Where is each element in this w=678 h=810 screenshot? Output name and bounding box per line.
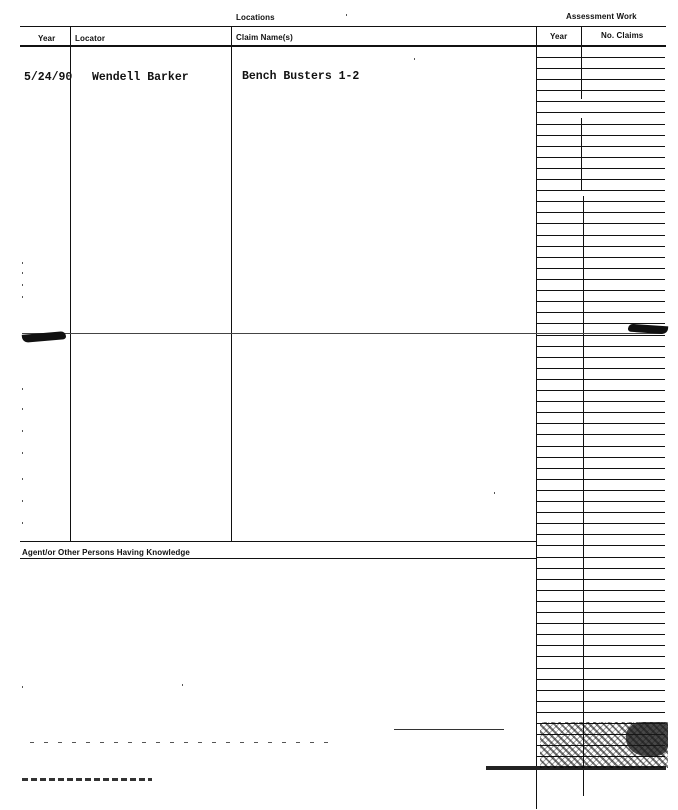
aw-row-rule (537, 312, 665, 313)
aw-row-rule (537, 412, 665, 413)
col-header-claim-names: Claim Name(s) (236, 33, 293, 42)
aw-row-rule (537, 545, 665, 546)
aw-row-rule (537, 568, 665, 569)
aw-row-rule (537, 90, 665, 91)
speck (22, 452, 23, 454)
aw-row-rule (537, 135, 665, 136)
aw-row-rule (537, 201, 665, 202)
aw-row-rule (537, 512, 665, 513)
scan-streak-bottom (22, 778, 152, 781)
aw-row-rule (537, 390, 665, 391)
aw-row-rule (537, 446, 665, 447)
speck (22, 272, 23, 274)
speck (22, 478, 23, 480)
aw-row-rule (537, 268, 665, 269)
entry-claim-names: Bench Busters 1-2 (242, 70, 360, 83)
speck (22, 522, 23, 524)
scan-streak (394, 729, 504, 730)
aw-row-rule (537, 335, 665, 336)
aw-row-rule (537, 401, 665, 402)
assessment-work-title: Assessment Work (566, 12, 637, 21)
aw-row-rule (537, 534, 665, 535)
aw-row-rule (537, 346, 665, 347)
aw-row-rule (537, 668, 665, 669)
aw-row-rule (537, 557, 665, 558)
table-bottom-rule (20, 541, 536, 542)
aw-row-rule (537, 235, 665, 236)
aw-row-rule (537, 656, 665, 657)
agent-rule (20, 558, 536, 559)
aw-row-rule (537, 701, 665, 702)
aw-row-rule (537, 279, 665, 280)
divider-locator-claims (231, 27, 232, 541)
aw-row-rule (537, 679, 665, 680)
aw-row-rule (537, 490, 665, 491)
aw-row-rule (537, 523, 665, 524)
aw-divider-3 (583, 196, 584, 796)
aw-row-rule (537, 601, 665, 602)
aw-row-rule (537, 212, 665, 213)
aw-row-rule (537, 501, 665, 502)
scan-streak-dashed (30, 742, 330, 743)
speck (22, 388, 23, 390)
top-rule (20, 26, 666, 27)
aw-divider-1 (581, 27, 582, 99)
aw-row-rule (537, 190, 665, 191)
aw-row-rule (537, 468, 665, 469)
speck (182, 684, 183, 686)
col-header-locator: Locator (75, 34, 106, 43)
aw-row-rule (537, 301, 665, 302)
aw-row-rule (537, 712, 665, 713)
speck (22, 686, 23, 688)
divider-claims-assessment (536, 27, 537, 809)
aw-row-rule (537, 379, 665, 380)
aw-row-rule (537, 690, 665, 691)
speck (22, 284, 23, 286)
aw-row-rule (537, 179, 665, 180)
aw-row-rule (537, 257, 665, 258)
aw-row-rule (537, 246, 665, 247)
aw-row-rule (537, 323, 665, 324)
aw-row-rule (537, 434, 665, 435)
aw-row-rule (537, 579, 665, 580)
entry-year: 5/24/90 (24, 71, 73, 84)
locations-title: Locations (236, 13, 275, 22)
aw-row-rule (537, 623, 665, 624)
col-header-aw-year: Year (550, 32, 568, 41)
aw-row-rule (537, 168, 665, 169)
speck (494, 492, 495, 494)
aw-row-rule (537, 57, 665, 58)
divider-year-locator (70, 27, 71, 541)
speck (22, 296, 23, 298)
header-rule (20, 45, 666, 47)
aw-row-rule (537, 457, 665, 458)
aw-row-rule (537, 112, 665, 113)
aw-row-rule (537, 368, 665, 369)
aw-row-rule (537, 79, 665, 80)
aw-row-rule (537, 223, 665, 224)
col-header-year: Year (38, 34, 56, 43)
fold-line (22, 333, 662, 334)
speck (414, 58, 415, 60)
speck (22, 430, 23, 432)
aw-row-rule (537, 157, 665, 158)
aw-row-rule (537, 612, 665, 613)
col-header-aw-no-claims: No. Claims (601, 31, 644, 40)
aw-row-rule (537, 634, 665, 635)
aw-row-rule (537, 290, 665, 291)
aw-row-rule (537, 146, 665, 147)
speck (22, 408, 23, 410)
aw-row-rule (537, 645, 665, 646)
aw-row-rule (537, 590, 665, 591)
speck (346, 14, 347, 16)
agent-label: Agent/or Other Persons Having Knowledge (22, 548, 190, 557)
aw-row-rule (537, 423, 665, 424)
scan-dark-blot (626, 722, 668, 756)
aw-row-rule (537, 68, 665, 69)
speck (22, 262, 23, 264)
aw-row-rule (537, 479, 665, 480)
speck (22, 500, 23, 502)
aw-row-rule (537, 124, 665, 125)
entry-locator: Wendell Barker (92, 71, 189, 84)
aw-row-rule (537, 357, 665, 358)
aw-row-rule (537, 101, 665, 102)
